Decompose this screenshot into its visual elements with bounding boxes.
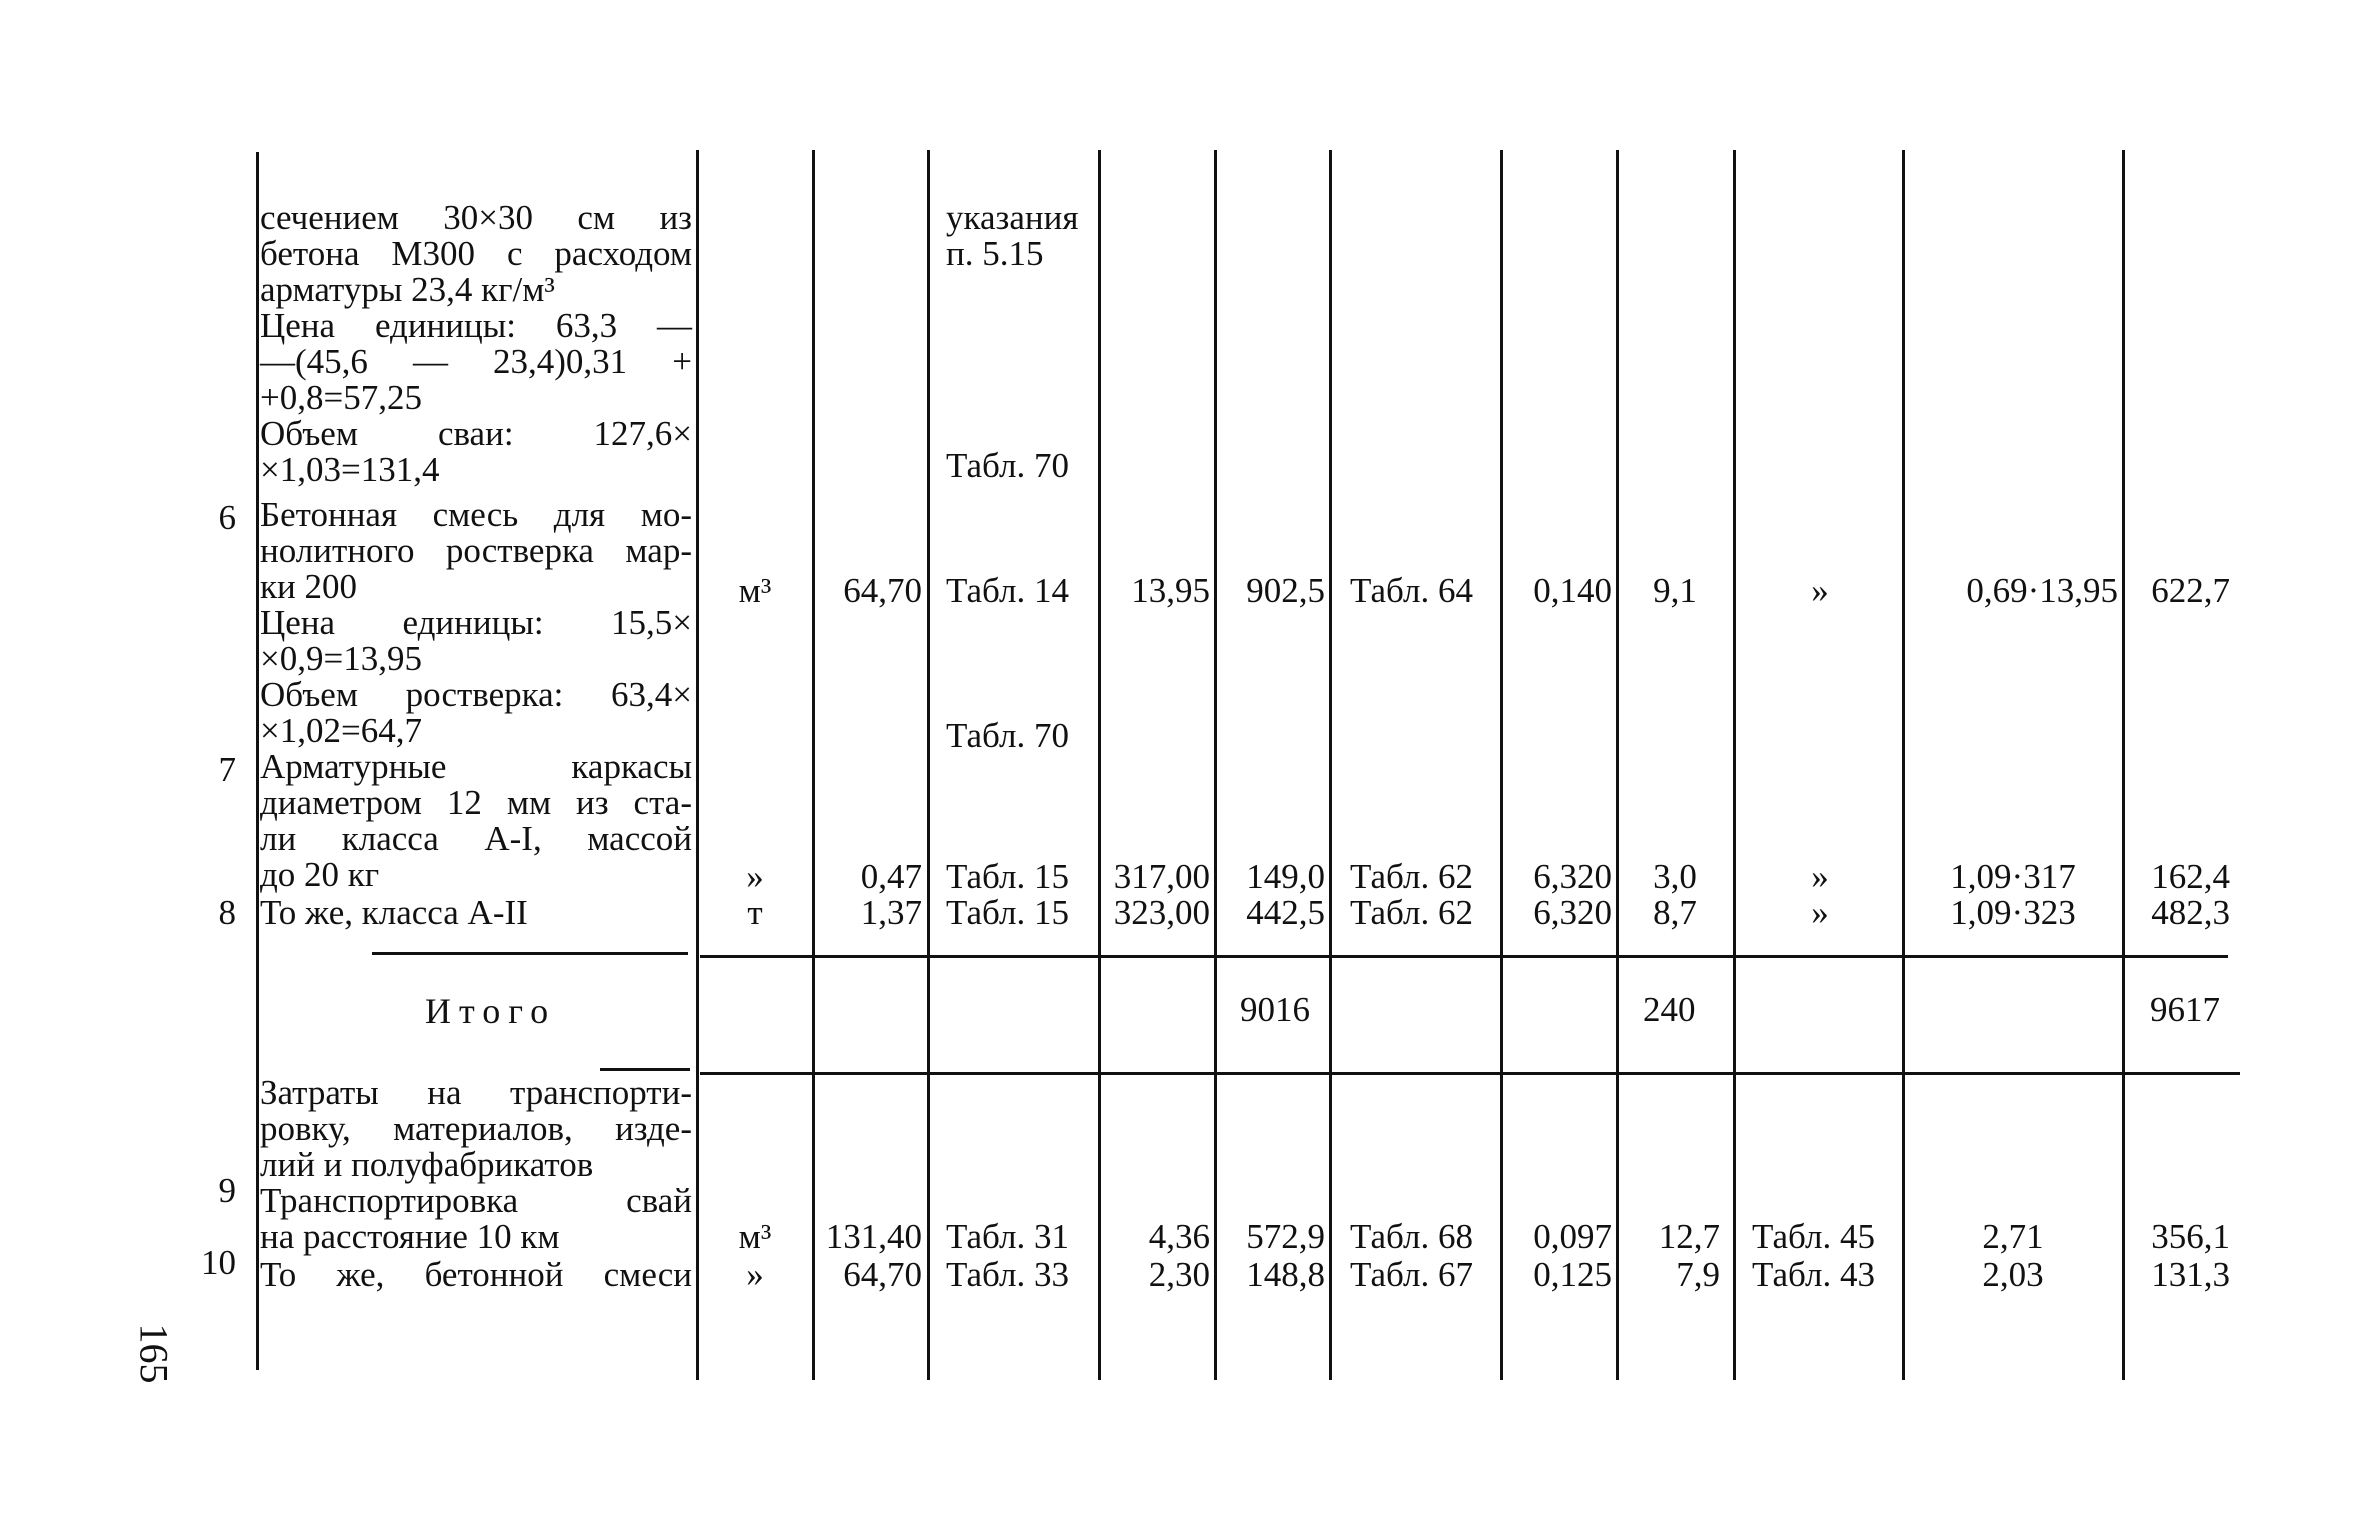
cell-price: 13,95 [1131,571,1210,610]
desc-line: до 20 кг [260,855,380,894]
desc-line: ×1,03=131,4 [260,450,440,489]
desc-line: Арматурные каркасы [260,747,692,786]
cell-unit: » [746,1255,764,1294]
itogo-bottom-rule [700,1072,2240,1075]
row-number: 6 [218,498,236,537]
cell-ref3: Табл. 45 [1752,1217,1875,1256]
row-number: 10 [201,1243,236,1282]
desc-line: бетона М300 с расходом [260,234,692,273]
cell-total: 162,4 [2151,857,2230,896]
cell-total: 482,3 [2151,893,2230,932]
desc-line: ×0,9=13,95 [260,639,422,678]
note-punkt: п. 5.15 [946,234,1044,273]
desc-line: Затраты на транспорти- [260,1073,692,1112]
desc-line: Бетонная смесь для мо- [260,495,692,534]
desc-line: арматуры 23,4 кг/м³ [260,270,555,309]
itogo-val: 240 [1643,990,1696,1029]
cell-price: 317,00 [1113,857,1210,896]
col-rule-val [1733,150,1736,1380]
cell-formula: 2,71 [1982,1217,2044,1256]
cell-ref1: Табл. 15 [946,893,1069,932]
itogo-total: 9617 [2150,990,2220,1029]
desc-line: ровку, материалов, изде- [260,1109,692,1148]
cell-unit: м³ [738,1217,772,1256]
cell-ref2: Табл. 62 [1350,857,1473,896]
desc-line: То же, бетонной смеси [260,1255,692,1294]
desc-line: —(45,6 — 23,4)0,31 + [260,342,692,381]
cell-unit: м³ [738,571,772,610]
col-rule-ref3 [1902,150,1905,1380]
desc-row-7 [260,749,692,893]
itogo-bottom-rule-left [600,1068,690,1071]
cell-formula: 2,03 [1982,1255,2044,1294]
cell-ref2: Табл. 68 [1350,1217,1473,1256]
row-number: 7 [218,750,236,789]
cell-cost: 149,0 [1246,857,1325,896]
row-number: 8 [218,893,236,932]
desc-line: Цена единицы: 15,5× [260,603,692,642]
desc-line: Транспортировка свай [260,1181,692,1220]
cell-ref1: Табл. 14 [946,571,1069,610]
desc-line: на расстояние 10 км [260,1217,560,1256]
row-number: 9 [218,1171,236,1210]
desc-line: лий и полуфабрикатов [260,1145,594,1184]
cell-ref2: Табл. 67 [1350,1255,1473,1294]
cell-ref1: Табл. 15 [946,857,1069,896]
note-tabl70-b: Табл. 70 [946,716,1069,755]
cell-cost: 442,5 [1246,893,1325,932]
note-ukazaniya: указания [946,198,1079,237]
cell-ref1: Табл. 31 [946,1217,1069,1256]
cell-coef: 0,125 [1533,1255,1612,1294]
col-rule-ref1 [1098,150,1101,1380]
col-rule-unit [812,150,815,1380]
cell-qty: 1,37 [860,893,922,932]
cell-qty: 64,70 [843,571,922,610]
note-tabl70-a: Табл. 70 [946,446,1069,485]
desc-line: нолитного ростверка мар- [260,531,692,570]
cell-ref3: » [1811,893,1829,932]
cell-unit: » [746,857,764,896]
col-rule-ref2 [1500,150,1503,1380]
cell-cost: 572,9 [1246,1217,1325,1256]
itogo-top-rule-left [372,952,688,955]
cell-cost: 148,8 [1246,1255,1325,1294]
cell-ref3: Табл. 43 [1752,1255,1875,1294]
cell-price: 2,30 [1148,1255,1210,1294]
itogo-label: Итого [425,991,557,1031]
desc-line: ×1,02=64,7 [260,711,422,750]
desc-line: То же, класса А-II [260,893,528,932]
desc-row-10 [260,1257,692,1293]
cell-total: 131,3 [2151,1255,2230,1294]
cell-qty: 131,40 [825,1217,922,1256]
desc-line: Цена единицы: 63,3 — [260,306,692,345]
cell-val: 7,9 [1676,1255,1720,1294]
desc-line: диаметром 12 мм из ста- [260,783,692,822]
cell-total: 622,7 [2151,571,2230,610]
cell-val: 8,7 [1653,893,1697,932]
col-rule-price [1214,150,1217,1380]
cell-val: 9,1 [1653,571,1697,610]
cell-coef: 0,140 [1533,571,1612,610]
desc-transport [260,1075,692,1255]
cell-ref1: Табл. 33 [946,1255,1069,1294]
cell-price: 4,36 [1148,1217,1210,1256]
cell-val: 3,0 [1653,857,1697,896]
cell-qty: 0,47 [860,857,922,896]
cell-ref2: Табл. 64 [1350,571,1473,610]
cell-formula: 1,09·317 [1950,857,2076,896]
desc-row-8 [260,895,692,931]
cell-qty: 64,70 [843,1255,922,1294]
cell-coef: 6,320 [1533,893,1612,932]
col-rule-cost [1329,150,1332,1380]
cell-unit: т [747,893,763,932]
cell-ref3: » [1811,857,1829,896]
col-rule-desc [696,150,699,1380]
cell-ref3: » [1811,571,1829,610]
cell-formula: 1,09·323 [1950,893,2076,932]
desc-line: ли класса А-I, массой [260,819,692,858]
desc-pile [260,200,692,488]
cell-coef: 6,320 [1533,857,1612,896]
desc-line: Объем ростверка: 63,4× [260,675,692,714]
cell-total: 356,1 [2151,1217,2230,1256]
cell-ref2: Табл. 62 [1350,893,1473,932]
cell-coef: 0,097 [1533,1217,1612,1256]
cell-val: 12,7 [1658,1217,1720,1256]
cell-cost: 902,5 [1246,571,1325,610]
col-rule-left [256,152,259,1370]
desc-line: Объем сваи: 127,6× [260,414,692,453]
col-rule-qty [927,150,930,1380]
desc-line: +0,8=57,25 [260,378,422,417]
page-number: 165 [131,1323,177,1384]
desc-row-6 [260,497,692,749]
col-rule-formula [2122,150,2125,1380]
itogo-top-rule [700,955,2228,958]
desc-line: сечением 30×30 см из [260,198,692,237]
cell-price: 323,00 [1113,893,1210,932]
desc-line: ки 200 [260,567,357,606]
col-rule-coef [1616,150,1619,1380]
itogo-cost: 9016 [1240,990,1310,1029]
cell-formula: 0,69·13,95 [1966,571,2118,610]
